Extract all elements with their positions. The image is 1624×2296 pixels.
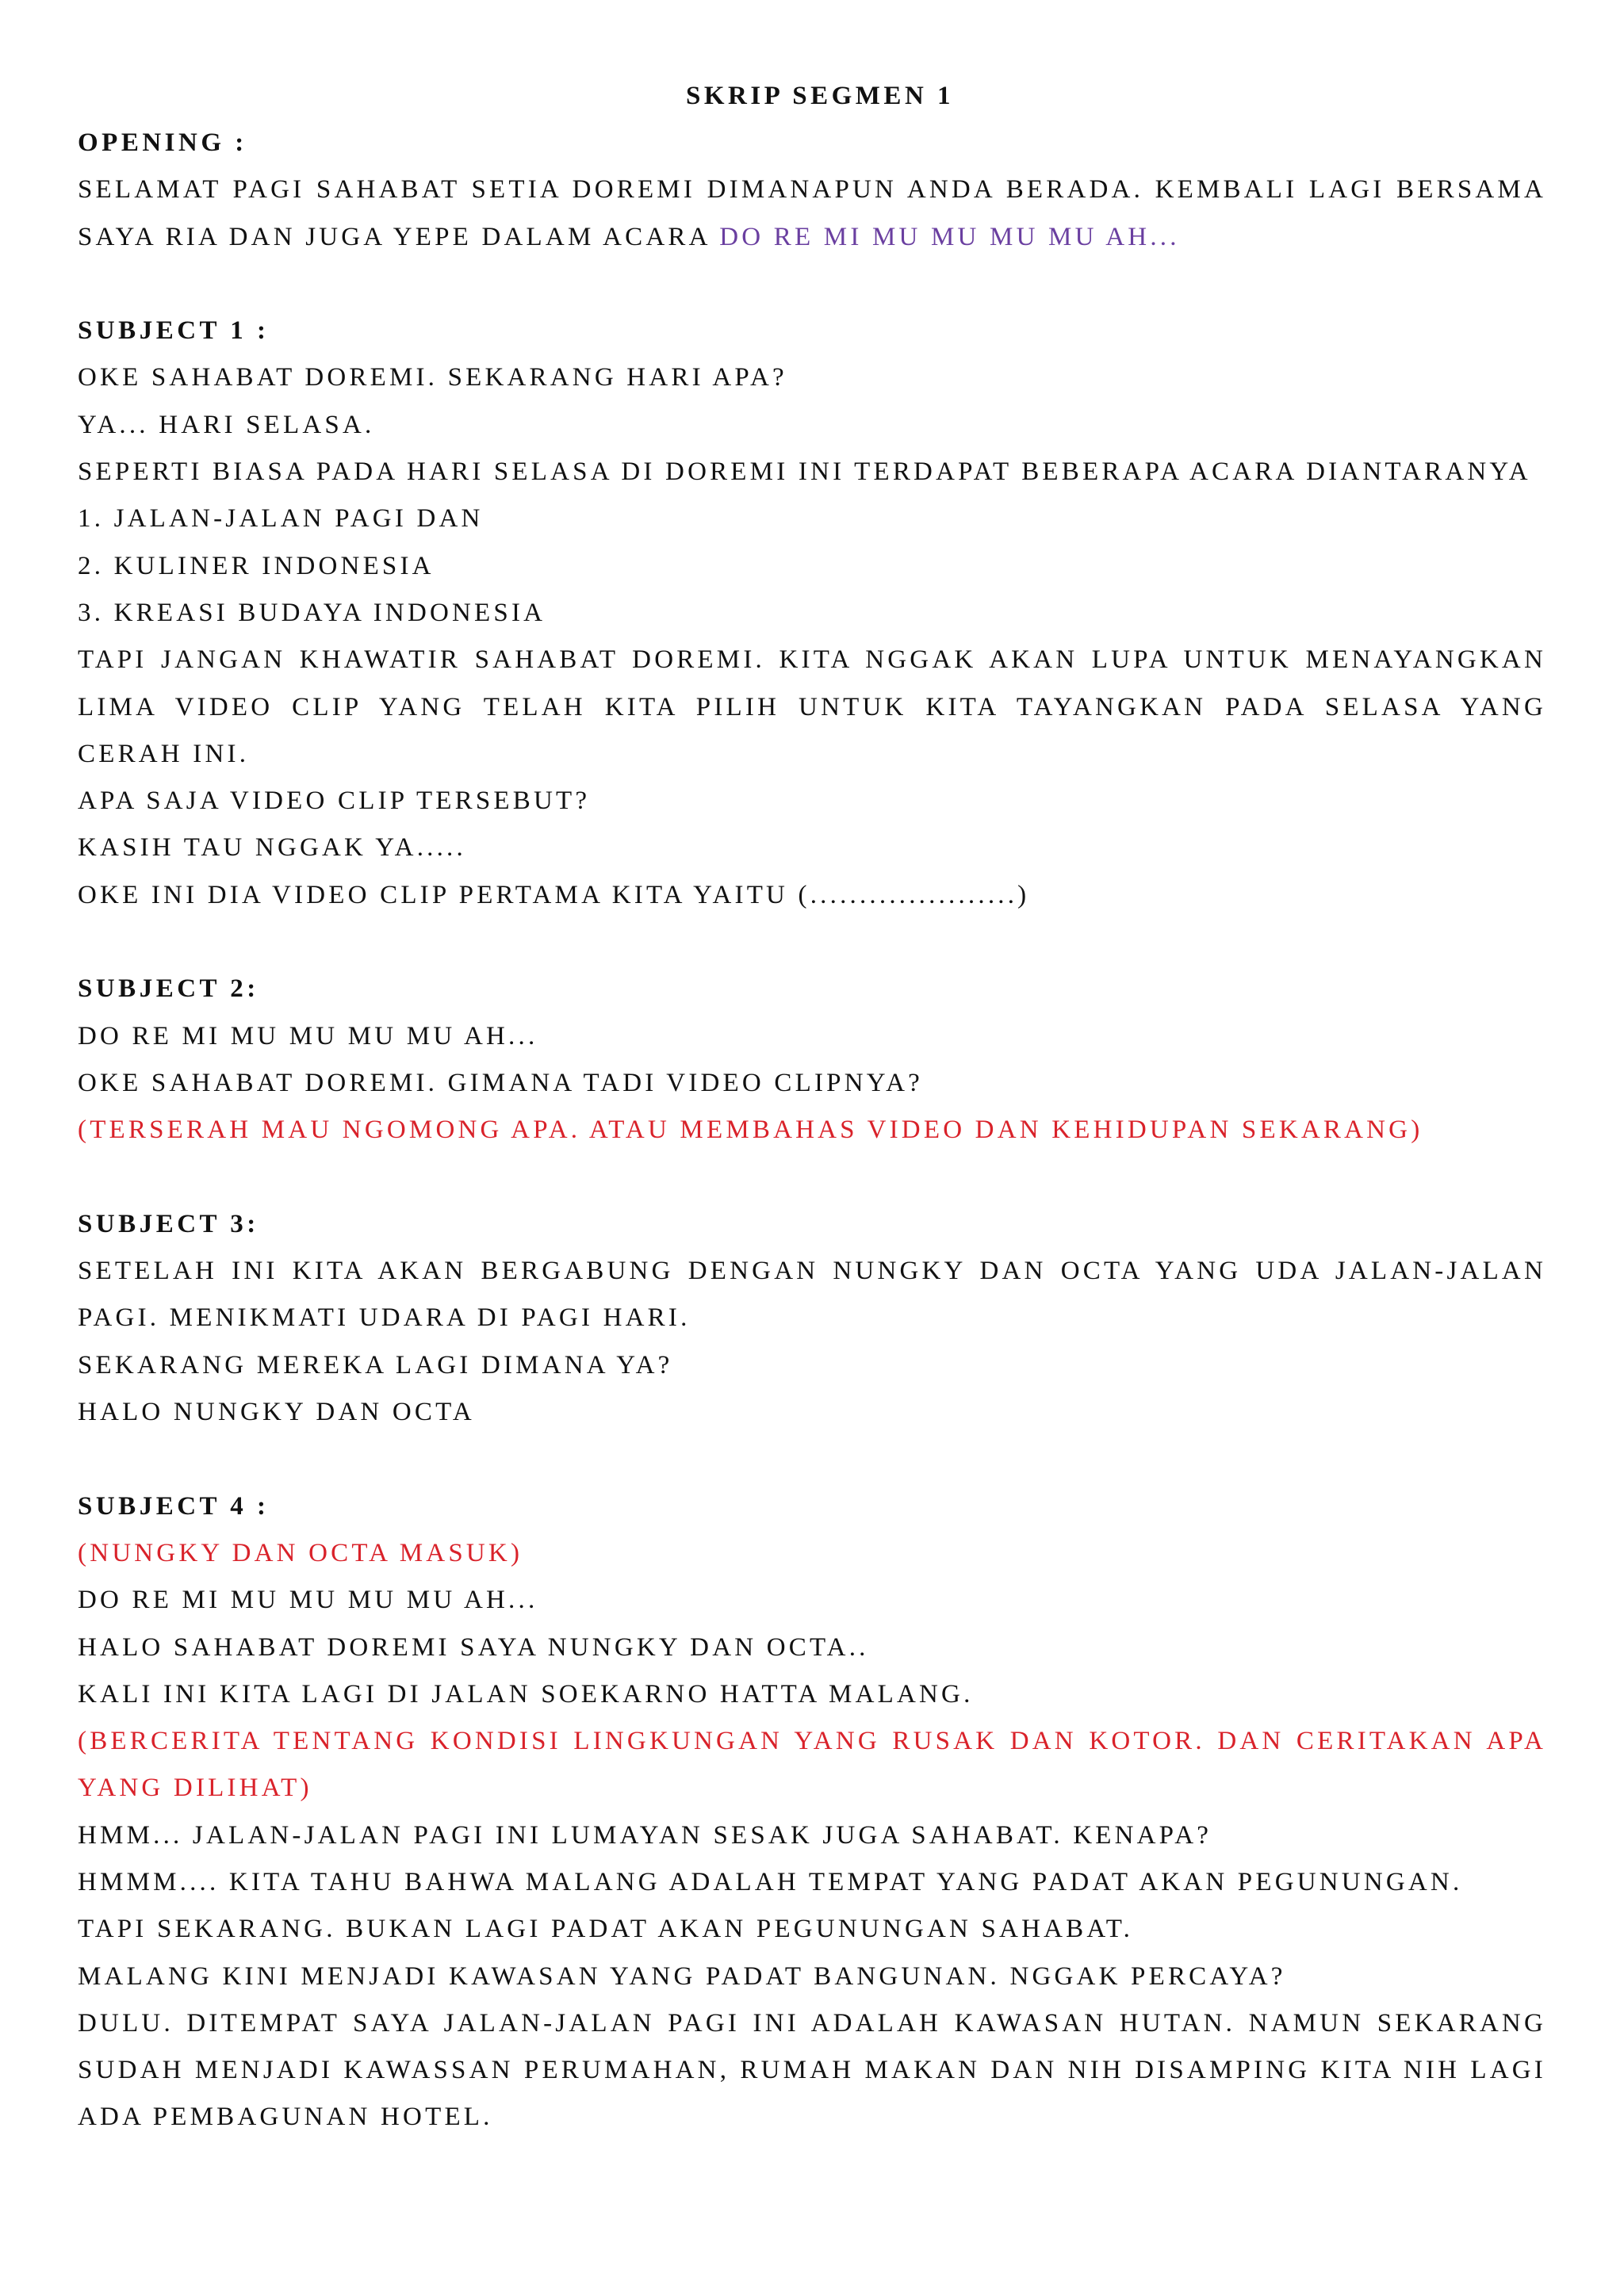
subject-4-stage-direction: (NUNGKY DAN OCTA MASUK) [78,1538,523,1567]
subject-2-line: OKE SAHABAT DOREMI. GIMANA TADI VIDEO CLIPNYA? [78,1068,923,1097]
subject-4-line: DULU. DITEMPAT SAYA JALAN-JALAN PAGI INI ADALAH KAWASAN HUTAN. NAMUN SEKARANG SUDAH MENJADI KAWASSAN PERUMAHAN, RUMAH MAKAN DAN NIH DISAMPING KITA NIH LAGI ADA PEMBAGUNAN HOTEL. [78,2008,1557,2132]
subject-4-line: HALO SAHABAT DOREMI SAYA NUNGKY DAN OCTA.. [78,1632,869,1662]
subject-1-list-item: 2. KULINER INDONESIA [78,551,435,580]
opening-section [78,120,1557,261]
subject-4-line: KALI INI KITA LAGI DI JALAN SOEKARNO HATTA MALANG. [78,1679,974,1709]
show-title-highlight: DO RE MI MU MU MU MU AH... [719,222,1180,251]
subject-4-heading: SUBJECT 4 : [78,1491,270,1521]
subject-4-line: MALANG KINI MENJADI KAWASAN YANG PADAT BANGUNAN. NGGAK PERCAYA? [78,1961,1286,1991]
subject-3-line: SEKARANG MEREKA LAGI DIMANA YA? [78,1350,673,1380]
subject-1-line: OKE INI DIA VIDEO CLIP PERTAMA KITA YAITU (.....................) [78,880,1030,909]
section-gap [78,919,1546,966]
subject-1-line: OKE SAHABAT DOREMI. SEKARANG HARI APA? [78,363,787,392]
subject-4-line: HMMM.... KITA TAHU BAHWA MALANG ADALAH TEMPAT YANG PADAT AKAN PEGUNUNGAN. [78,1867,1463,1896]
subject-1-line: YA... HARI SELASA. [78,410,375,439]
subject-2-stage-direction: (TERSERAH MAU NGOMONG APA. ATAU MEMBAHAS VIDEO DAN KEHIDUPAN SEKARANG) [78,1115,1423,1145]
subject-1-line: SEPERTI BIASA PADA HARI SELASA DI DOREMI INI TERDAPAT BEBERAPA ACARA DIANTARANYA [78,457,1531,487]
subject-1-section [78,308,1557,919]
subject-2-line: DO RE MI MU MU MU MU AH... [78,1021,538,1050]
subject-3-section [78,1201,1557,1436]
section-gap [78,261,1546,308]
subject-1-list-item: 3. KREASI BUDAYA INDONESIA [78,598,546,627]
section-gap [78,1154,1546,1201]
subject-4-section [78,1483,1557,2141]
subject-1-list-item: 1. JALAN-JALAN PAGI DAN [78,504,484,534]
opening-text: SELAMAT PAGI SAHABAT SETIA DOREMI DIMANAPUN ANDA BERADA. KEMBALI LAGI BERSAMA SAYA RIA DAN JUGA YEPE DALAM ACARA [78,175,1557,251]
subject-3-line: SETELAH INI KITA AKAN BERGABUNG DENGAN NUNGKY DAN OCTA YANG UDA JALAN-JALAN PAGI. MENIKMATI UDARA DI PAGI HARI. [78,1257,1557,1333]
subject-1-line: APA SAJA VIDEO CLIP TERSEBUT? [78,786,591,816]
subject-2-section [78,966,1546,1154]
subject-2-heading: SUBJECT 2: [78,974,259,1004]
subject-3-heading: SUBJECT 3: [78,1209,259,1238]
subject-4-stage-direction: (BERCERITA TENTANG KONDISI LINGKUNGAN YANG RUSAK DAN KOTOR. DAN CERITAKAN APA YANG DILIHAT) [78,1727,1556,1803]
opening-paragraph [78,166,1557,261]
subject-4-line: DO RE MI MU MU MU MU AH... [78,1586,538,1615]
opening-heading: OPENING : [78,128,247,157]
subject-3-line: HALO NUNGKY DAN OCTA [78,1398,475,1427]
subject-1-line: TAPI JANGAN KHAWATIR SAHABAT DOREMI. KITA NGGAK AKAN LUPA UNTUK MENAYANGKAN LIMA VIDEO CLIP YANG TELAH KITA PILIH UNTUK KITA TAYANGKAN PADA SELASA YANG CERAH INI. [78,645,1557,768]
subject-4-line: HMM... JALAN-JALAN PAGI INI LUMAYAN SESAK JUGA SAHABAT. KENAPA? [78,1820,1212,1850]
subject-4-line: TAPI SEKARANG. BUKAN LAGI PADAT AKAN PEGUNUNGAN SAHABAT. [78,1915,1134,1944]
document-title: SKRIP SEGMEN 1 [685,82,955,110]
subject-1-line: KASIH TAU NGGAK YA..... [78,833,466,863]
section-gap [78,1436,1546,1483]
subject-1-heading: SUBJECT 1 : [78,316,270,346]
